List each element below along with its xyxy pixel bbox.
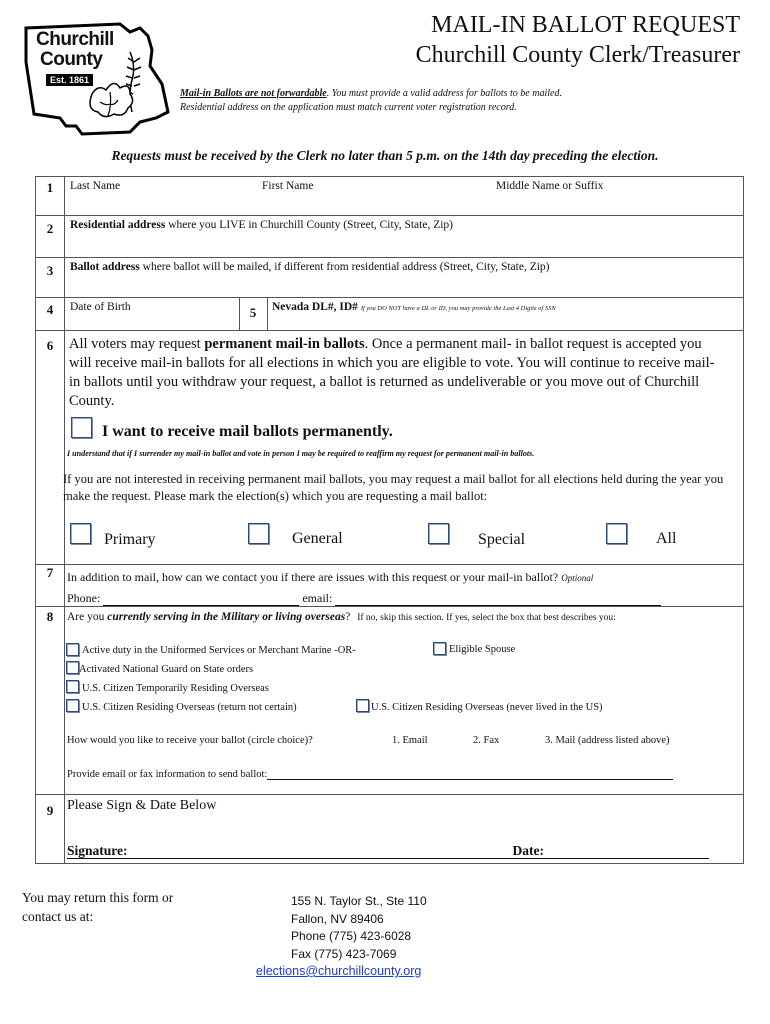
reaffirm-notice: I understand that if I surrender my mail-in ballot and vote in person I may be required to reaffirm my request for permanent mail-in ballots.: [67, 449, 535, 458]
permanent-label: I want to receive mail ballots permanently.: [102, 423, 393, 440]
provide-field[interactable]: [267, 769, 673, 780]
row-5-number: 5: [249, 305, 257, 320]
elections-email-link[interactable]: elections@churchillcounty.org: [256, 964, 422, 978]
address-line1: 155 N. Taylor St., Ste 110: [291, 894, 427, 908]
row-3-number: 3: [46, 263, 54, 278]
row-8-number: 8: [46, 609, 54, 624]
email-wrapper: [256, 963, 421, 981]
request-form: [35, 176, 744, 864]
never-lived-label: U.S. Citizen Residing Overseas (never lived in the US): [371, 702, 603, 713]
row-2-number: 2: [46, 221, 54, 236]
contact-line: [67, 591, 661, 606]
sign-date-label: Please Sign & Date Below: [67, 798, 217, 813]
county-logo: [22, 22, 172, 137]
special-checkbox[interactable]: [428, 523, 449, 544]
contact-question: In addition to mail, how can we contact you if there are issues with this request or your mail-in ballot? Optional: [67, 570, 594, 584]
active-duty-checkbox[interactable]: [66, 643, 79, 656]
provide-label: Provide email or fax information to send ballot:: [67, 769, 268, 780]
phone-number: Phone (775) 423-6028: [291, 929, 412, 943]
temp-overseas-checkbox[interactable]: [66, 680, 79, 693]
logo-line1: Churchill: [36, 29, 114, 50]
fax-number: Fax (775) 423-7069: [291, 946, 397, 961]
signature-field[interactable]: [128, 844, 513, 859]
all-label: All: [656, 530, 677, 547]
dob-field[interactable]: [146, 299, 236, 328]
form-title: MAIL-IN BALLOT REQUEST: [431, 12, 740, 38]
ballot-address-field[interactable]: [66, 277, 741, 296]
special-label: Special: [478, 531, 526, 548]
dl-field[interactable]: [272, 315, 740, 329]
logo-line2: County: [40, 49, 103, 70]
row-7-number: 7: [46, 565, 54, 580]
residential-address-label: Residential address where you LIVE in Churchill County (Street, City, State, Zip): [70, 219, 453, 231]
row-1-number: 1: [46, 180, 54, 195]
phone-label: Phone:: [67, 591, 101, 605]
primary-checkbox[interactable]: [70, 523, 91, 544]
row-6-number: 6: [46, 338, 54, 353]
not-certain-label: U.S. Citizen Residing Overseas (return not certain): [82, 702, 297, 713]
provide-line: [67, 769, 673, 780]
military-question: Are you currently serving in the Military or living overseas? If no, skip this section. If yes, select the box that best describes you:: [67, 611, 616, 623]
forwarding-notice: Mail-in Ballots are not forwardable. You must provide a valid address for ballots to be mailed. Residential address on the application must match current voter registration record.: [180, 88, 562, 113]
temp-overseas-label: U.S. Citizen Temporarily Residing Overseas: [82, 683, 269, 694]
receive-question: How would you like to receive your ballot (circle choice)?: [67, 735, 313, 746]
date-field[interactable]: [544, 844, 709, 859]
general-label: General: [292, 530, 343, 547]
name-field[interactable]: [66, 195, 741, 214]
never-lived-checkbox[interactable]: [356, 699, 369, 712]
general-checkbox[interactable]: [248, 523, 269, 544]
residential-address-field[interactable]: [66, 235, 741, 256]
dl-label: Nevada DL#, ID# If you DO NOT have a DL or ID, you may provide the Last 4 Digits of SSN: [272, 301, 556, 313]
last-name-label: Last Name: [70, 180, 121, 192]
primary-label: Primary: [104, 531, 156, 548]
receive-mail-option[interactable]: 3. Mail (address listed above): [545, 735, 670, 746]
row-4-number: 4: [46, 302, 54, 317]
dob-label: Date of Birth: [70, 301, 131, 313]
permanent-info-paragraph: All voters may request permanent mail-in ballots. Once a permanent mail- in ballot request is accepted you will receive mail-in ballots for all elections in which you are eligible to vote. You will continue to receive mail-in ballots until you withdraw your request, a ballot is returned as undeliverable or you move out of Churchill County.: [69, 336, 715, 409]
logo-est: Est. 1861: [46, 74, 93, 86]
national-guard-checkbox[interactable]: [66, 661, 79, 674]
row-9-number: 9: [46, 803, 54, 818]
address-line2: Fallon, NV 89406: [291, 911, 384, 926]
receive-email-option[interactable]: 1. Email: [392, 735, 428, 746]
signature-line: [67, 843, 709, 859]
signature-label: Signature:: [67, 843, 128, 858]
date-label: Date:: [512, 843, 544, 858]
national-guard-label: Activated National Guard on State orders: [79, 664, 254, 675]
clerk-contact-info: [291, 893, 427, 963]
active-duty-label: Active duty in the Uniformed Services or Merchant Marine -OR-: [82, 645, 356, 656]
ballot-address-label: Ballot address where ballot will be mailed, if different from residential address (Street, City, State, Zip): [70, 261, 550, 273]
phone-field[interactable]: [103, 594, 299, 606]
first-name-label: First Name: [262, 180, 314, 192]
middle-name-label: Middle Name or Suffix: [496, 180, 604, 192]
eligible-spouse-checkbox[interactable]: [433, 642, 446, 655]
deadline-notice: Requests must be received by the Clerk no later than 5 p.m. on the 14th day preceding the election.: [111, 148, 659, 163]
all-checkbox[interactable]: [606, 523, 627, 544]
election-request-paragraph: If you are not interested in receiving permanent mail ballots, you may request a mail ballot for all elections held during the year you make the request. Please mark the election(s) which you are requesting a mail ballot:: [63, 472, 724, 503]
permanent-checkbox[interactable]: [71, 417, 92, 438]
eligible-spouse-label: Eligible Spouse: [449, 644, 516, 655]
email-field[interactable]: [335, 594, 661, 606]
not-certain-checkbox[interactable]: [66, 699, 79, 712]
return-instructions: You may return this form or contact us at:: [22, 890, 174, 924]
form-subtitle: Churchill County Clerk/Treasurer: [415, 42, 740, 68]
email-label: email:: [302, 591, 333, 605]
receive-fax-option[interactable]: 2. Fax: [473, 735, 500, 746]
